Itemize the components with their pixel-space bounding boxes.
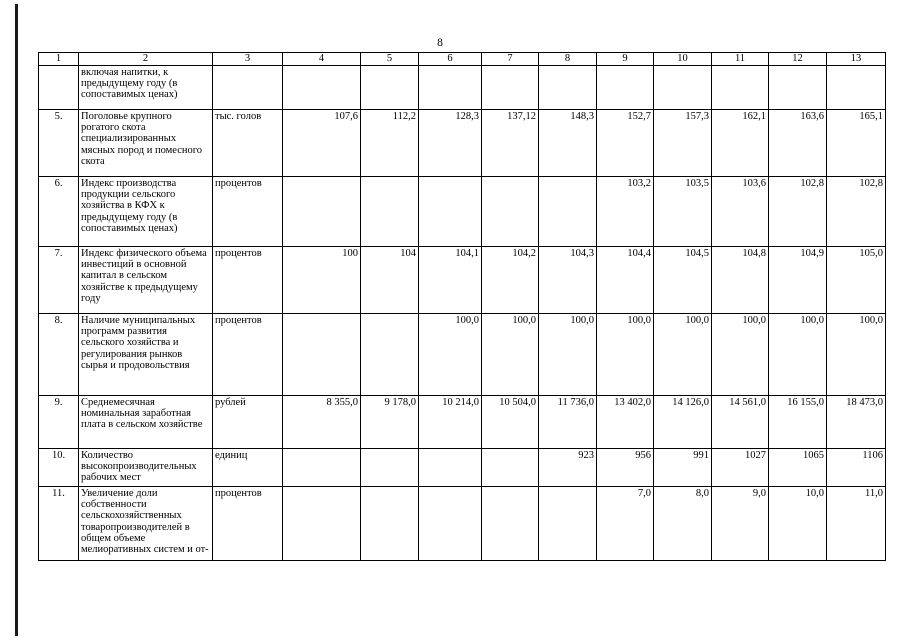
value-cell: 923 [539, 449, 597, 487]
value-cell: 100,0 [539, 314, 597, 396]
unit-cell: процентов [213, 314, 283, 396]
value-cell: 103,2 [597, 177, 654, 247]
value-cell: 11 736,0 [539, 396, 597, 449]
value-cell [539, 487, 597, 561]
value-cell: 991 [654, 449, 712, 487]
unit-cell: процентов [213, 177, 283, 247]
scan-border-line [15, 4, 18, 636]
value-cell: 103,6 [712, 177, 769, 247]
value-cell: 100,0 [827, 314, 886, 396]
value-cell [419, 66, 482, 110]
column-header: 7 [482, 53, 539, 66]
value-cell: 1106 [827, 449, 886, 487]
value-cell: 14 561,0 [712, 396, 769, 449]
unit-cell: рублей [213, 396, 283, 449]
value-cell: 112,2 [361, 110, 419, 177]
value-cell: 100,0 [597, 314, 654, 396]
indicator-name: Увеличение доли собственности сельскохозяйственных товаропроизводителей в общем объеме мелиоративных систем и от- [79, 487, 213, 561]
value-cell: 1027 [712, 449, 769, 487]
value-cell [539, 177, 597, 247]
page-number: 8 [437, 37, 443, 49]
row-number [39, 66, 79, 110]
table-row [39, 396, 886, 449]
value-cell: 956 [597, 449, 654, 487]
value-cell: 104,1 [419, 247, 482, 314]
value-cell: 163,6 [769, 110, 827, 177]
value-cell: 102,8 [827, 177, 886, 247]
table-row [39, 110, 886, 177]
value-cell: 165,1 [827, 110, 886, 177]
value-cell: 104,9 [769, 247, 827, 314]
value-cell [283, 177, 361, 247]
value-cell: 100,0 [769, 314, 827, 396]
table-row [39, 314, 886, 396]
value-cell [482, 177, 539, 247]
value-cell [419, 487, 482, 561]
column-header: 11 [712, 53, 769, 66]
column-header: 6 [419, 53, 482, 66]
value-cell: 148,3 [539, 110, 597, 177]
value-cell: 10 504,0 [482, 396, 539, 449]
value-cell [482, 449, 539, 487]
indicators-table [38, 52, 886, 561]
value-cell [597, 66, 654, 110]
value-cell [283, 314, 361, 396]
value-cell: 9,0 [712, 487, 769, 561]
value-cell [283, 449, 361, 487]
value-cell: 104,5 [654, 247, 712, 314]
value-cell: 162,1 [712, 110, 769, 177]
value-cell: 100,0 [654, 314, 712, 396]
value-cell: 18 473,0 [827, 396, 886, 449]
value-cell: 8,0 [654, 487, 712, 561]
header-row [39, 53, 886, 66]
value-cell: 13 402,0 [597, 396, 654, 449]
value-cell [712, 66, 769, 110]
value-cell [419, 177, 482, 247]
column-header: 3 [213, 53, 283, 66]
value-cell [283, 66, 361, 110]
value-cell: 100,0 [482, 314, 539, 396]
indicator-name: Наличие муниципальных программ развития сельского хозяйства и регулирования рынков сырья и продовольствия [79, 314, 213, 396]
value-cell [361, 177, 419, 247]
value-cell: 104,8 [712, 247, 769, 314]
unit-cell [213, 66, 283, 110]
unit-cell: процентов [213, 247, 283, 314]
value-cell: 104 [361, 247, 419, 314]
row-number: 9. [39, 396, 79, 449]
value-cell: 10,0 [769, 487, 827, 561]
indicator-name: Индекс физического объема инвестиций в основной капитал в сельском хозяйстве к предыдущему году [79, 247, 213, 314]
row-number: 11. [39, 487, 79, 561]
value-cell: 16 155,0 [769, 396, 827, 449]
column-header: 1 [39, 53, 79, 66]
column-header: 8 [539, 53, 597, 66]
unit-cell: тыс. голов [213, 110, 283, 177]
indicator-name: Количество высокопроизводительных рабочих мест [79, 449, 213, 487]
value-cell: 105,0 [827, 247, 886, 314]
value-cell [419, 449, 482, 487]
table-row [39, 66, 886, 110]
value-cell [539, 66, 597, 110]
value-cell: 7,0 [597, 487, 654, 561]
value-cell: 103,5 [654, 177, 712, 247]
indicator-name: Среднемесячная номинальная заработная плата в сельском хозяйстве [79, 396, 213, 449]
value-cell: 100 [283, 247, 361, 314]
value-cell: 137,12 [482, 110, 539, 177]
value-cell: 1065 [769, 449, 827, 487]
value-cell: 104,4 [597, 247, 654, 314]
indicator-name: Индекс производства продукции сельского хозяйства в КФХ к предыдущему году (в сопоставимых ценах) [79, 177, 213, 247]
column-header: 4 [283, 53, 361, 66]
value-cell: 8 355,0 [283, 396, 361, 449]
value-cell: 128,3 [419, 110, 482, 177]
table-row [39, 449, 886, 487]
indicator-name: Поголовье крупного рогатого скота специализированных мясных пород и помесного скота [79, 110, 213, 177]
value-cell [361, 66, 419, 110]
value-cell [654, 66, 712, 110]
column-header: 13 [827, 53, 886, 66]
value-cell [361, 314, 419, 396]
value-cell [827, 66, 886, 110]
value-cell [361, 487, 419, 561]
value-cell [769, 66, 827, 110]
unit-cell: единиц [213, 449, 283, 487]
row-number: 6. [39, 177, 79, 247]
indicator-name: включая напитки, к предыдущему году (в сопоставимых ценах) [79, 66, 213, 110]
value-cell: 107,6 [283, 110, 361, 177]
value-cell: 100,0 [712, 314, 769, 396]
column-header: 9 [597, 53, 654, 66]
column-header: 10 [654, 53, 712, 66]
value-cell: 14 126,0 [654, 396, 712, 449]
value-cell [482, 66, 539, 110]
column-header: 2 [79, 53, 213, 66]
value-cell [283, 487, 361, 561]
value-cell: 11,0 [827, 487, 886, 561]
value-cell: 157,3 [654, 110, 712, 177]
table-row [39, 177, 886, 247]
table-row [39, 487, 886, 561]
value-cell: 104,3 [539, 247, 597, 314]
value-cell: 100,0 [419, 314, 482, 396]
row-number: 7. [39, 247, 79, 314]
row-number: 10. [39, 449, 79, 487]
value-cell [482, 487, 539, 561]
value-cell [361, 449, 419, 487]
value-cell: 102,8 [769, 177, 827, 247]
row-number: 5. [39, 110, 79, 177]
value-cell: 9 178,0 [361, 396, 419, 449]
value-cell: 104,2 [482, 247, 539, 314]
table-row [39, 247, 886, 314]
column-header: 5 [361, 53, 419, 66]
value-cell: 10 214,0 [419, 396, 482, 449]
value-cell: 152,7 [597, 110, 654, 177]
row-number: 8. [39, 314, 79, 396]
unit-cell: процентов [213, 487, 283, 561]
column-header: 12 [769, 53, 827, 66]
